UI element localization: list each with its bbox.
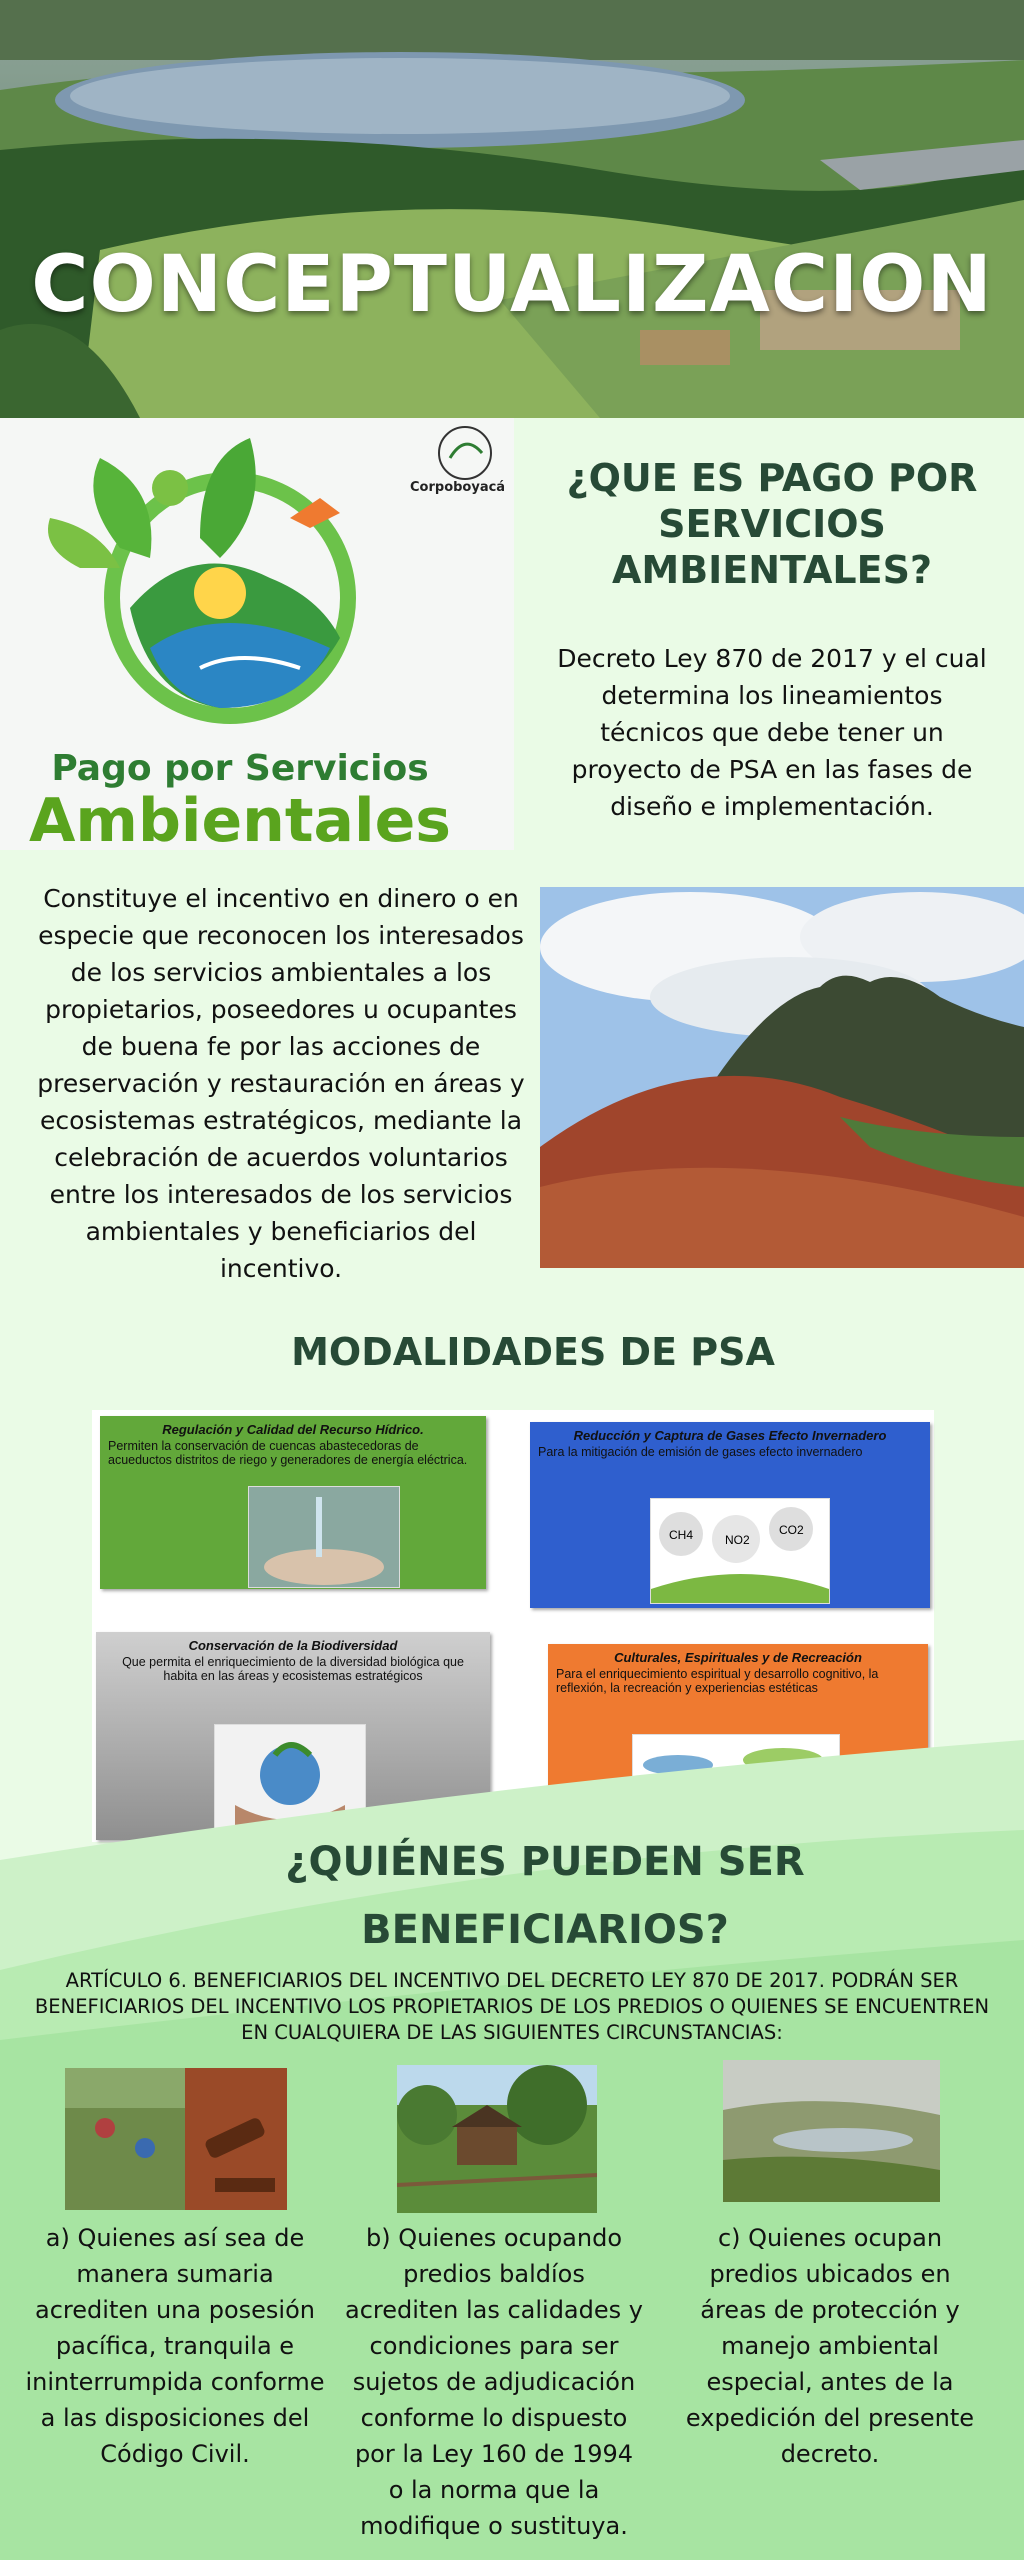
greenhouse-gases-picture (650, 1498, 830, 1604)
psa-logo-card (0, 418, 514, 850)
beneficiario-item-b: b) Quienes ocupando predios baldíos acrediten las calidades y condiciones para ser sujetos de adjudicación conforme lo dispuesto por la Ley 160 de 1994 o la norma que la modifique o sustituya. (345, 2224, 643, 2540)
gas-label-co2: CO2 (779, 1523, 804, 1537)
water-hands-picture (248, 1486, 400, 1588)
beneficiarios-heading (0, 1828, 1024, 1964)
modalidad-title: Reducción y Captura de Gases Efecto Invernadero (573, 1428, 887, 1443)
wetland-landscape-photo (723, 2060, 940, 2202)
modalidad-title: Culturales, Espirituales y de Recreación (614, 1650, 862, 1665)
modalidad-text: Para el enriquecimiento espiritual y desarrollo cognitivo, la reflexión, la recreación y experiencias estéticas (556, 1667, 879, 1695)
gas-label-no2: NO2 (725, 1533, 750, 1547)
modalidad-title: Regulación y Calidad del Recurso Hídrico. (162, 1422, 424, 1437)
modalidades-heading: MODALIDADES DE PSA (291, 1330, 775, 1374)
beneficiario-item-a: a) Quienes así sea de manera sumaria acrediten una posesión pacífica, tranquila e ininterrumpida conforme a las disposiciones del Código Civil. (25, 2224, 325, 2468)
hero-banner (0, 0, 1024, 418)
psa-description: Decreto Ley 870 de 2017 y el cual determina los lineamientos técnicos que debe tener un proyecto de PSA en las fases de diseño e implementación. (557, 644, 987, 821)
beneficiarios-heading-line1: ¿QUIÉNES PUEDEN SER (285, 1839, 805, 1885)
modalidad-card-hidrico (100, 1416, 486, 1589)
modalidad-text: Permiten la conservación de cuencas abastecedoras de acueductos distritos de riego y generadores de energía eléctrica. (108, 1439, 468, 1467)
beneficiario-item-c: c) Quienes ocupan predios ubicados en áreas de protección y manejo ambiental especial, antes de la expedición del presente decreto. (685, 2224, 975, 2468)
modalidad-text: Para la mitigación de emisión de gases efecto invernadero (538, 1445, 863, 1459)
gas-label-ch4: CH4 (669, 1528, 694, 1542)
farmers-gavel-photo (65, 2068, 287, 2210)
modalidad-card-gases (530, 1422, 930, 1608)
logo-text-line2: Ambientales (28, 786, 452, 850)
beneficiarios-heading-line2: BENEFICIARIOS? (361, 1907, 729, 1953)
page-title: CONCEPTUALIZACION (31, 240, 993, 330)
corpoboyaca-brand: Corpoboyacá (410, 480, 506, 495)
modalidad-text: Que permita el enriquecimiento de la diversidad biológica que habita en las áreas y ecosistemas estratégicos (122, 1655, 464, 1683)
lake-aerial-photo (0, 0, 1024, 418)
modalidad-title: Conservación de la Biodiversidad (188, 1638, 398, 1653)
logo-text-line1: Pago por Servicios (51, 748, 429, 789)
beneficiarios-intro: ARTÍCULO 6. BENEFICIARIOS DEL INCENTIVO DEL DECRETO LEY 870 DE 2017. PODRÁN SER BENEFICIARIOS DEL INCENTIVO LOS PROPIETARIOS DE LOS PREDIOS O QUIENES SE ENCUENTREN EN CUALQUIERA DE LAS SIGUIENTES CIRCUNSTANCIAS: (34, 1969, 990, 2044)
mountain-trail-photo (540, 887, 1024, 1268)
psa-question-heading: ¿QUE ES PAGO POR SERVICIOS AMBIENTALES? (566, 456, 978, 592)
incentive-definition: Constituye el incentivo en dinero o en especie que reconocen los interesados de los servicios ambientales a los propietarios, poseedores u ocupantes de buena fe por las acciones de preservación y restauración en áreas y ecosistemas estratégicos, mediante la celebración de acuerdos voluntarios entre los interesados de los servicios ambientales y beneficiarios del incentivo. (37, 884, 525, 1283)
rural-cabin-photo (397, 2065, 597, 2213)
